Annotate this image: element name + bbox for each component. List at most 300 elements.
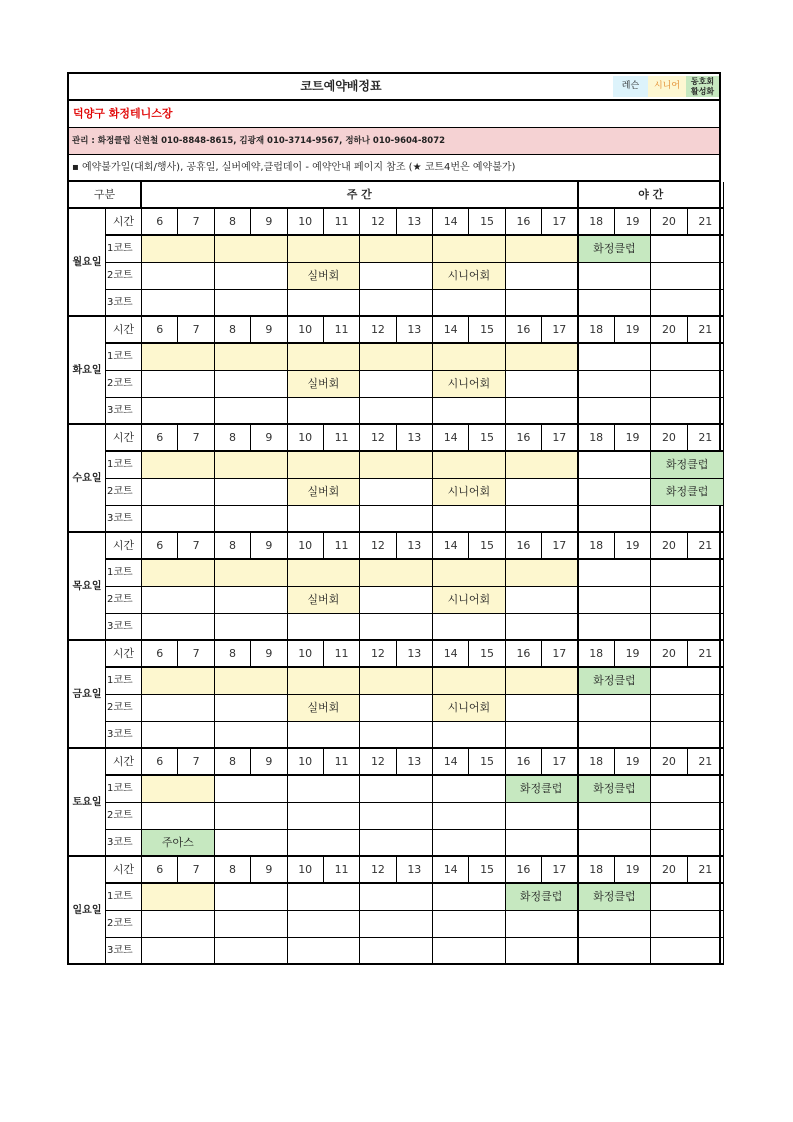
slot-cell xyxy=(360,938,433,965)
hour-cell: 21 xyxy=(688,749,724,776)
reservation-block: 시니어회 xyxy=(433,371,506,398)
hour-cell: 8 xyxy=(215,425,251,452)
reservation-block: 화정클럽 xyxy=(651,452,724,479)
court-label: 2코트 xyxy=(106,587,142,614)
reservation-block: 화정클럽 xyxy=(506,884,579,911)
slot-cell xyxy=(433,938,506,965)
hour-cell: 14 xyxy=(433,857,469,884)
court-label: 2코트 xyxy=(106,479,142,506)
slot-cell xyxy=(360,371,433,398)
slot-cell xyxy=(651,263,724,290)
slot-cell xyxy=(360,722,433,749)
hour-cell: 18 xyxy=(579,425,615,452)
slot-cell xyxy=(579,506,652,533)
slot-cell xyxy=(579,479,652,506)
legend-club xyxy=(686,76,719,97)
hour-cell: 12 xyxy=(360,317,396,344)
hour-cell: 20 xyxy=(651,425,687,452)
hour-cell: 13 xyxy=(397,749,433,776)
reservation-block xyxy=(433,668,506,695)
hour-cell: 9 xyxy=(251,641,287,668)
slot-cell xyxy=(579,911,652,938)
time-label: 시간 xyxy=(106,209,142,236)
reservation-block xyxy=(215,452,288,479)
slot-cell xyxy=(506,830,579,857)
slot-cell xyxy=(215,911,288,938)
slot-cell xyxy=(215,290,288,317)
hour-cell: 19 xyxy=(615,641,651,668)
slot-cell xyxy=(579,938,652,965)
hour-cell: 6 xyxy=(142,209,178,236)
hour-cell: 10 xyxy=(288,749,324,776)
slot-cell xyxy=(142,371,215,398)
slot-cell xyxy=(215,479,288,506)
hour-cell: 20 xyxy=(651,209,687,236)
hour-cell: 8 xyxy=(215,317,251,344)
slot-cell xyxy=(142,722,215,749)
hour-cell: 8 xyxy=(215,209,251,236)
slot-cell xyxy=(651,344,724,371)
slot-cell xyxy=(360,776,433,803)
hour-cell: 8 xyxy=(215,641,251,668)
reservation-block xyxy=(506,560,579,587)
slot-cell xyxy=(215,398,288,425)
hour-cell: 20 xyxy=(651,749,687,776)
hour-cell: 15 xyxy=(469,209,505,236)
hour-cell: 18 xyxy=(579,641,615,668)
title-row xyxy=(69,74,719,101)
day-label: 토요일 xyxy=(69,749,106,857)
time-label: 시간 xyxy=(106,533,142,560)
hour-cell: 14 xyxy=(433,641,469,668)
court-label: 1코트 xyxy=(106,236,142,263)
slot-cell xyxy=(360,263,433,290)
reservation-block xyxy=(433,452,506,479)
slot-cell xyxy=(651,398,724,425)
reservation-block xyxy=(288,560,361,587)
slot-cell xyxy=(433,398,506,425)
slot-cell xyxy=(288,290,361,317)
reservation-block: 시니어회 xyxy=(433,587,506,614)
court-label: 3코트 xyxy=(106,722,142,749)
reservation-block xyxy=(142,452,215,479)
slot-cell xyxy=(142,263,215,290)
hour-cell: 15 xyxy=(469,425,505,452)
court-label: 3코트 xyxy=(106,938,142,965)
reservation-block: 주아스 xyxy=(142,830,215,857)
slot-cell xyxy=(651,587,724,614)
hour-cell: 21 xyxy=(688,425,724,452)
slot-cell xyxy=(433,776,506,803)
hour-cell: 20 xyxy=(651,317,687,344)
hour-cell: 9 xyxy=(251,533,287,560)
slot-cell xyxy=(506,398,579,425)
slot-cell xyxy=(579,452,652,479)
hour-cell: 19 xyxy=(615,533,651,560)
reservation-block xyxy=(288,668,361,695)
slot-cell xyxy=(651,830,724,857)
hour-cell: 21 xyxy=(688,317,724,344)
hour-cell: 10 xyxy=(288,209,324,236)
reservation-block xyxy=(142,776,215,803)
hour-cell: 18 xyxy=(579,857,615,884)
slot-cell xyxy=(433,803,506,830)
hour-cell: 6 xyxy=(142,749,178,776)
hour-cell: 18 xyxy=(579,749,615,776)
hour-cell: 11 xyxy=(324,425,360,452)
slot-cell xyxy=(288,938,361,965)
slot-cell xyxy=(215,776,288,803)
hour-cell: 13 xyxy=(397,317,433,344)
slot-cell xyxy=(142,614,215,641)
slot-cell xyxy=(651,371,724,398)
slot-cell xyxy=(579,290,652,317)
hour-cell: 16 xyxy=(506,425,542,452)
reservation-notice: ▪ 예약불가일(대회/행사), 공휴일, 실버예약,클럽데이 - 예약안내 페이지 참조 (★ 코트4번은 예약불가) xyxy=(72,162,516,173)
reservation-block xyxy=(506,236,579,263)
reservation-block xyxy=(360,452,433,479)
legend-lesson: 레슨 xyxy=(613,76,648,97)
slot-cell xyxy=(506,506,579,533)
slot-cell xyxy=(651,938,724,965)
hour-cell: 13 xyxy=(397,425,433,452)
slot-cell xyxy=(215,803,288,830)
hour-cell: 17 xyxy=(542,317,578,344)
reservation-block: 화정클럽 xyxy=(579,884,652,911)
slot-cell xyxy=(579,614,652,641)
hour-cell: 10 xyxy=(288,317,324,344)
reservation-block xyxy=(215,668,288,695)
hour-cell: 15 xyxy=(469,533,505,560)
slot-cell xyxy=(433,884,506,911)
hour-cell: 17 xyxy=(542,209,578,236)
court-label: 3코트 xyxy=(106,830,142,857)
reservation-block: 실버회 xyxy=(288,587,361,614)
reservation-block: 실버회 xyxy=(288,695,361,722)
hour-cell: 12 xyxy=(360,641,396,668)
reservation-block xyxy=(215,344,288,371)
hour-cell: 10 xyxy=(288,641,324,668)
reservation-block xyxy=(142,560,215,587)
hour-cell: 19 xyxy=(615,209,651,236)
slot-cell xyxy=(142,398,215,425)
slot-cell xyxy=(215,938,288,965)
legend-club-line2: 활성화 xyxy=(690,87,715,96)
slot-cell xyxy=(433,722,506,749)
slot-cell xyxy=(360,695,433,722)
day-label: 일요일 xyxy=(69,857,106,965)
slot-cell xyxy=(142,290,215,317)
hour-cell: 10 xyxy=(288,857,324,884)
reservation-block: 화정클럽 xyxy=(506,776,579,803)
hour-cell: 19 xyxy=(615,317,651,344)
slot-cell xyxy=(360,587,433,614)
hour-cell: 11 xyxy=(324,641,360,668)
hour-cell: 19 xyxy=(615,857,651,884)
slot-cell xyxy=(360,290,433,317)
slot-cell xyxy=(288,830,361,857)
hour-cell: 8 xyxy=(215,857,251,884)
reservation-block xyxy=(360,344,433,371)
court-label: 3코트 xyxy=(106,290,142,317)
reservation-block: 화정클럽 xyxy=(579,668,652,695)
slot-cell xyxy=(288,722,361,749)
day-label: 화요일 xyxy=(69,317,106,425)
slot-cell xyxy=(651,776,724,803)
slot-cell xyxy=(579,344,652,371)
slot-cell xyxy=(360,398,433,425)
notice-row xyxy=(69,155,719,182)
hour-cell: 16 xyxy=(506,533,542,560)
slot-cell xyxy=(360,506,433,533)
hour-cell: 15 xyxy=(469,857,505,884)
legend-senior: 시니어 xyxy=(648,76,686,97)
hour-cell: 7 xyxy=(178,425,214,452)
hour-cell: 14 xyxy=(433,317,469,344)
reservation-block: 화정클럽 xyxy=(651,479,724,506)
court-label: 3코트 xyxy=(106,506,142,533)
slot-cell xyxy=(288,776,361,803)
hour-cell: 8 xyxy=(215,533,251,560)
reservation-block xyxy=(506,344,579,371)
slot-cell xyxy=(651,695,724,722)
slot-cell xyxy=(142,506,215,533)
court-schedule-sheet xyxy=(67,72,721,965)
slot-cell xyxy=(215,884,288,911)
slot-cell xyxy=(579,398,652,425)
court-label: 1코트 xyxy=(106,344,142,371)
hour-cell: 19 xyxy=(615,749,651,776)
hour-cell: 16 xyxy=(506,317,542,344)
slot-cell xyxy=(579,803,652,830)
slot-cell xyxy=(506,479,579,506)
hour-cell: 14 xyxy=(433,749,469,776)
hour-cell: 9 xyxy=(251,317,287,344)
hour-cell: 10 xyxy=(288,533,324,560)
slot-cell xyxy=(506,263,579,290)
hour-cell: 12 xyxy=(360,749,396,776)
manager-contacts: 관리 : 화정클럽 신현철 010-8848-8615, 김광재 010-3714-9567, 정하나 010-9604-8072 xyxy=(72,136,446,146)
slot-cell xyxy=(506,371,579,398)
reservation-block xyxy=(506,668,579,695)
hour-cell: 18 xyxy=(579,533,615,560)
hour-cell: 18 xyxy=(579,209,615,236)
slot-cell xyxy=(506,803,579,830)
reservation-block: 시니어회 xyxy=(433,695,506,722)
hour-cell: 6 xyxy=(142,425,178,452)
hour-cell: 10 xyxy=(288,425,324,452)
hour-cell: 15 xyxy=(469,641,505,668)
reservation-block xyxy=(433,560,506,587)
slot-cell xyxy=(142,803,215,830)
slot-cell xyxy=(506,911,579,938)
hour-cell: 13 xyxy=(397,209,433,236)
slot-cell xyxy=(433,290,506,317)
hour-cell: 12 xyxy=(360,533,396,560)
reservation-block xyxy=(288,236,361,263)
slot-cell xyxy=(579,587,652,614)
hour-cell: 20 xyxy=(651,641,687,668)
slot-cell xyxy=(288,398,361,425)
slot-cell xyxy=(360,830,433,857)
slot-cell xyxy=(215,587,288,614)
reservation-block: 실버회 xyxy=(288,371,361,398)
day-label: 금요일 xyxy=(69,641,106,749)
hour-cell: 7 xyxy=(178,533,214,560)
court-label: 3코트 xyxy=(106,614,142,641)
slot-cell xyxy=(215,695,288,722)
slot-cell xyxy=(651,668,724,695)
slot-cell xyxy=(506,695,579,722)
slot-cell xyxy=(288,506,361,533)
reservation-block xyxy=(142,344,215,371)
hour-cell: 13 xyxy=(397,641,433,668)
court-label: 1코트 xyxy=(106,884,142,911)
court-label: 1코트 xyxy=(106,776,142,803)
hour-cell: 17 xyxy=(542,425,578,452)
hour-cell: 12 xyxy=(360,209,396,236)
time-label: 시간 xyxy=(106,857,142,884)
hour-cell: 17 xyxy=(542,641,578,668)
slot-cell xyxy=(506,722,579,749)
reservation-block xyxy=(142,236,215,263)
hour-cell: 19 xyxy=(615,425,651,452)
slot-cell xyxy=(142,479,215,506)
slot-cell xyxy=(506,938,579,965)
court-label: 2코트 xyxy=(106,803,142,830)
hour-cell: 11 xyxy=(324,317,360,344)
reservation-block xyxy=(288,344,361,371)
slot-cell xyxy=(651,236,724,263)
slot-cell xyxy=(579,263,652,290)
hour-cell: 11 xyxy=(324,857,360,884)
hour-cell: 12 xyxy=(360,857,396,884)
hour-cell: 11 xyxy=(324,749,360,776)
day-label: 수요일 xyxy=(69,425,106,533)
time-label: 시간 xyxy=(106,425,142,452)
hour-cell: 15 xyxy=(469,749,505,776)
slot-cell xyxy=(288,803,361,830)
hour-cell: 6 xyxy=(142,641,178,668)
slot-cell xyxy=(433,614,506,641)
slot-cell xyxy=(215,722,288,749)
time-label: 시간 xyxy=(106,317,142,344)
hour-cell: 13 xyxy=(397,857,433,884)
hour-cell: 9 xyxy=(251,749,287,776)
hour-cell: 7 xyxy=(178,749,214,776)
reservation-block xyxy=(506,452,579,479)
slot-cell xyxy=(215,263,288,290)
court-label: 2코트 xyxy=(106,695,142,722)
venue-row xyxy=(69,101,719,128)
slot-cell xyxy=(360,803,433,830)
reservation-block xyxy=(433,344,506,371)
hour-cell: 9 xyxy=(251,857,287,884)
reservation-block xyxy=(288,452,361,479)
reservation-block: 시니어회 xyxy=(433,479,506,506)
slot-cell xyxy=(142,911,215,938)
slot-cell xyxy=(579,371,652,398)
slot-cell xyxy=(215,371,288,398)
slot-cell xyxy=(506,587,579,614)
slot-cell xyxy=(215,830,288,857)
page-title: 코트예약배정표 xyxy=(300,79,382,93)
hour-cell: 20 xyxy=(651,857,687,884)
court-label: 1코트 xyxy=(106,668,142,695)
slot-cell xyxy=(288,911,361,938)
hour-cell: 16 xyxy=(506,641,542,668)
time-label: 시간 xyxy=(106,749,142,776)
hour-cell: 9 xyxy=(251,209,287,236)
hour-cell: 9 xyxy=(251,425,287,452)
hour-cell: 14 xyxy=(433,533,469,560)
hour-cell: 17 xyxy=(542,533,578,560)
hour-cell: 14 xyxy=(433,425,469,452)
venue-name: 덕양구 화정테니스장 xyxy=(73,107,173,120)
slot-cell xyxy=(651,803,724,830)
court-label: 1코트 xyxy=(106,452,142,479)
slot-cell xyxy=(142,695,215,722)
slot-cell xyxy=(651,560,724,587)
slot-cell xyxy=(288,884,361,911)
slot-cell xyxy=(579,722,652,749)
hour-cell: 20 xyxy=(651,533,687,560)
reservation-block xyxy=(360,668,433,695)
hour-cell: 7 xyxy=(178,317,214,344)
hour-cell: 7 xyxy=(178,209,214,236)
slot-cell xyxy=(215,614,288,641)
slot-cell xyxy=(360,911,433,938)
hour-cell: 7 xyxy=(178,857,214,884)
reservation-block: 화정클럽 xyxy=(579,236,652,263)
slot-cell xyxy=(360,614,433,641)
court-label: 2코트 xyxy=(106,911,142,938)
reservation-block xyxy=(360,236,433,263)
slot-cell xyxy=(142,938,215,965)
manager-row xyxy=(69,128,719,155)
hour-cell: 17 xyxy=(542,857,578,884)
hour-cell: 12 xyxy=(360,425,396,452)
slot-cell xyxy=(433,506,506,533)
hour-cell: 18 xyxy=(579,317,615,344)
slot-cell xyxy=(360,479,433,506)
hour-cell: 11 xyxy=(324,209,360,236)
reservation-block xyxy=(215,560,288,587)
slot-cell xyxy=(506,614,579,641)
court-label: 3코트 xyxy=(106,398,142,425)
slot-cell xyxy=(651,506,724,533)
slot-cell xyxy=(651,290,724,317)
hour-cell: 7 xyxy=(178,641,214,668)
reservation-block: 실버회 xyxy=(288,263,361,290)
reservation-block xyxy=(215,236,288,263)
slot-cell xyxy=(579,830,652,857)
time-label: 시간 xyxy=(106,641,142,668)
category-header: 구분 xyxy=(69,182,142,209)
night-header: 야 간 xyxy=(579,182,725,209)
slot-cell xyxy=(288,614,361,641)
slot-cell xyxy=(506,290,579,317)
hour-cell: 16 xyxy=(506,857,542,884)
hour-cell: 6 xyxy=(142,317,178,344)
day-label: 목요일 xyxy=(69,533,106,641)
hour-cell: 8 xyxy=(215,749,251,776)
hour-cell: 6 xyxy=(142,533,178,560)
reservation-block: 시니어회 xyxy=(433,263,506,290)
reservation-block xyxy=(142,668,215,695)
hour-cell: 16 xyxy=(506,749,542,776)
slot-cell xyxy=(651,884,724,911)
